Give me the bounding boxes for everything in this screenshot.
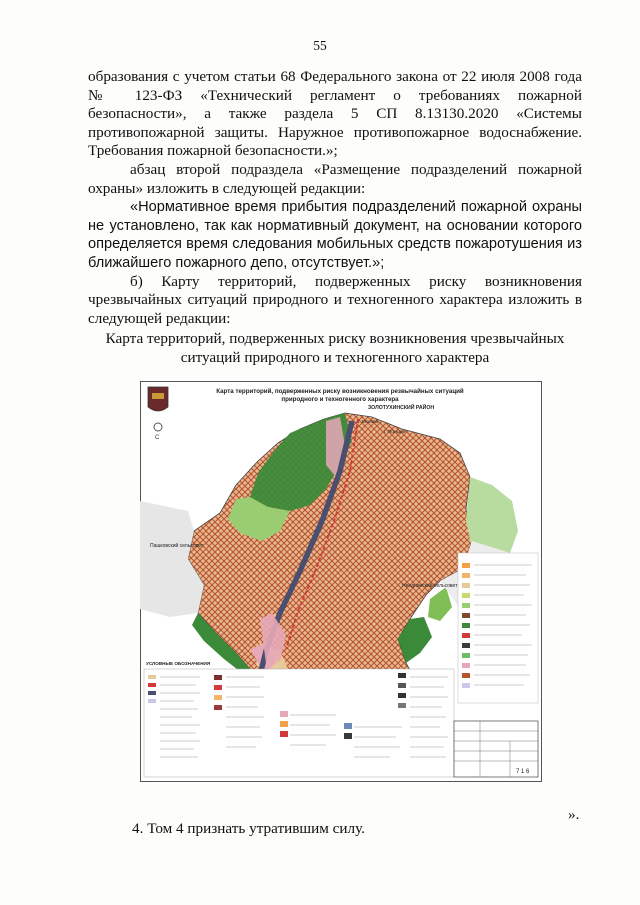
label-ponyri: г. Поныри bbox=[384, 430, 406, 435]
legend-bottom bbox=[144, 661, 454, 777]
page-number: 55 bbox=[313, 38, 327, 53]
paragraph-2: абзац второй подраздела «Размещение подразделений пожарной охраны» изложить в следующей редакции: bbox=[88, 160, 582, 197]
legend-heading: УСЛОВНЫЕ ОБОЗНАЧЕНИЯ bbox=[146, 661, 211, 666]
paragraph-3: «Нормативное время прибытия подразделений пожарной охраны не установлено, так как нормативный документ, на основании которого определяется время следования мобильных средств пожаротушения из ближайшего пожарного депо, отсутствует.»; bbox=[88, 199, 582, 271]
title-block bbox=[454, 721, 538, 777]
legend-right bbox=[458, 553, 538, 703]
map-title-2: природного и техногенного характера bbox=[281, 396, 399, 403]
label-west: Пашковский сельсовет bbox=[150, 543, 204, 549]
label-moscow: г. Москва bbox=[358, 420, 379, 425]
paragraph-4: б) Карту территорий, подверженных риску возникновения чрезвычайных ситуаций природного и техногенного характера изложить в следующей редакции: bbox=[88, 272, 582, 327]
map-caption: Карта территорий, подверженных риску возникновения чрезвычайных ситуаций природного и техногенного характера bbox=[105, 330, 565, 366]
label-east: Неоднинский сельсовет bbox=[402, 583, 458, 589]
final-item: 4. Том 4 признать утратившим силу. bbox=[132, 820, 365, 837]
svg-text:С: С bbox=[155, 435, 160, 441]
closing-quote: ». bbox=[568, 806, 580, 823]
label-north-district: ЗОЛОТУХИНСКИЙ РАЙОН bbox=[368, 405, 435, 411]
body-text bbox=[88, 68, 582, 328]
map-title-1: Карта территорий, подверженных риску возникновения резвычайных ситуаций bbox=[216, 388, 464, 395]
paragraph-1: образования с учетом статьи 68 Федерального закона от 22 июля 2008 года № 123-ФЗ «Технический регламент о требованиях пожарной безопасности», а также раздела 5 СП 8.13130.2020 «Системы противопожарной защиты. Наружное противопожарное водоснабжение. Требования пожарной безопасности.»; bbox=[88, 68, 582, 160]
risk-map bbox=[140, 381, 542, 782]
sheet-number: 7 1 6 bbox=[516, 769, 530, 775]
